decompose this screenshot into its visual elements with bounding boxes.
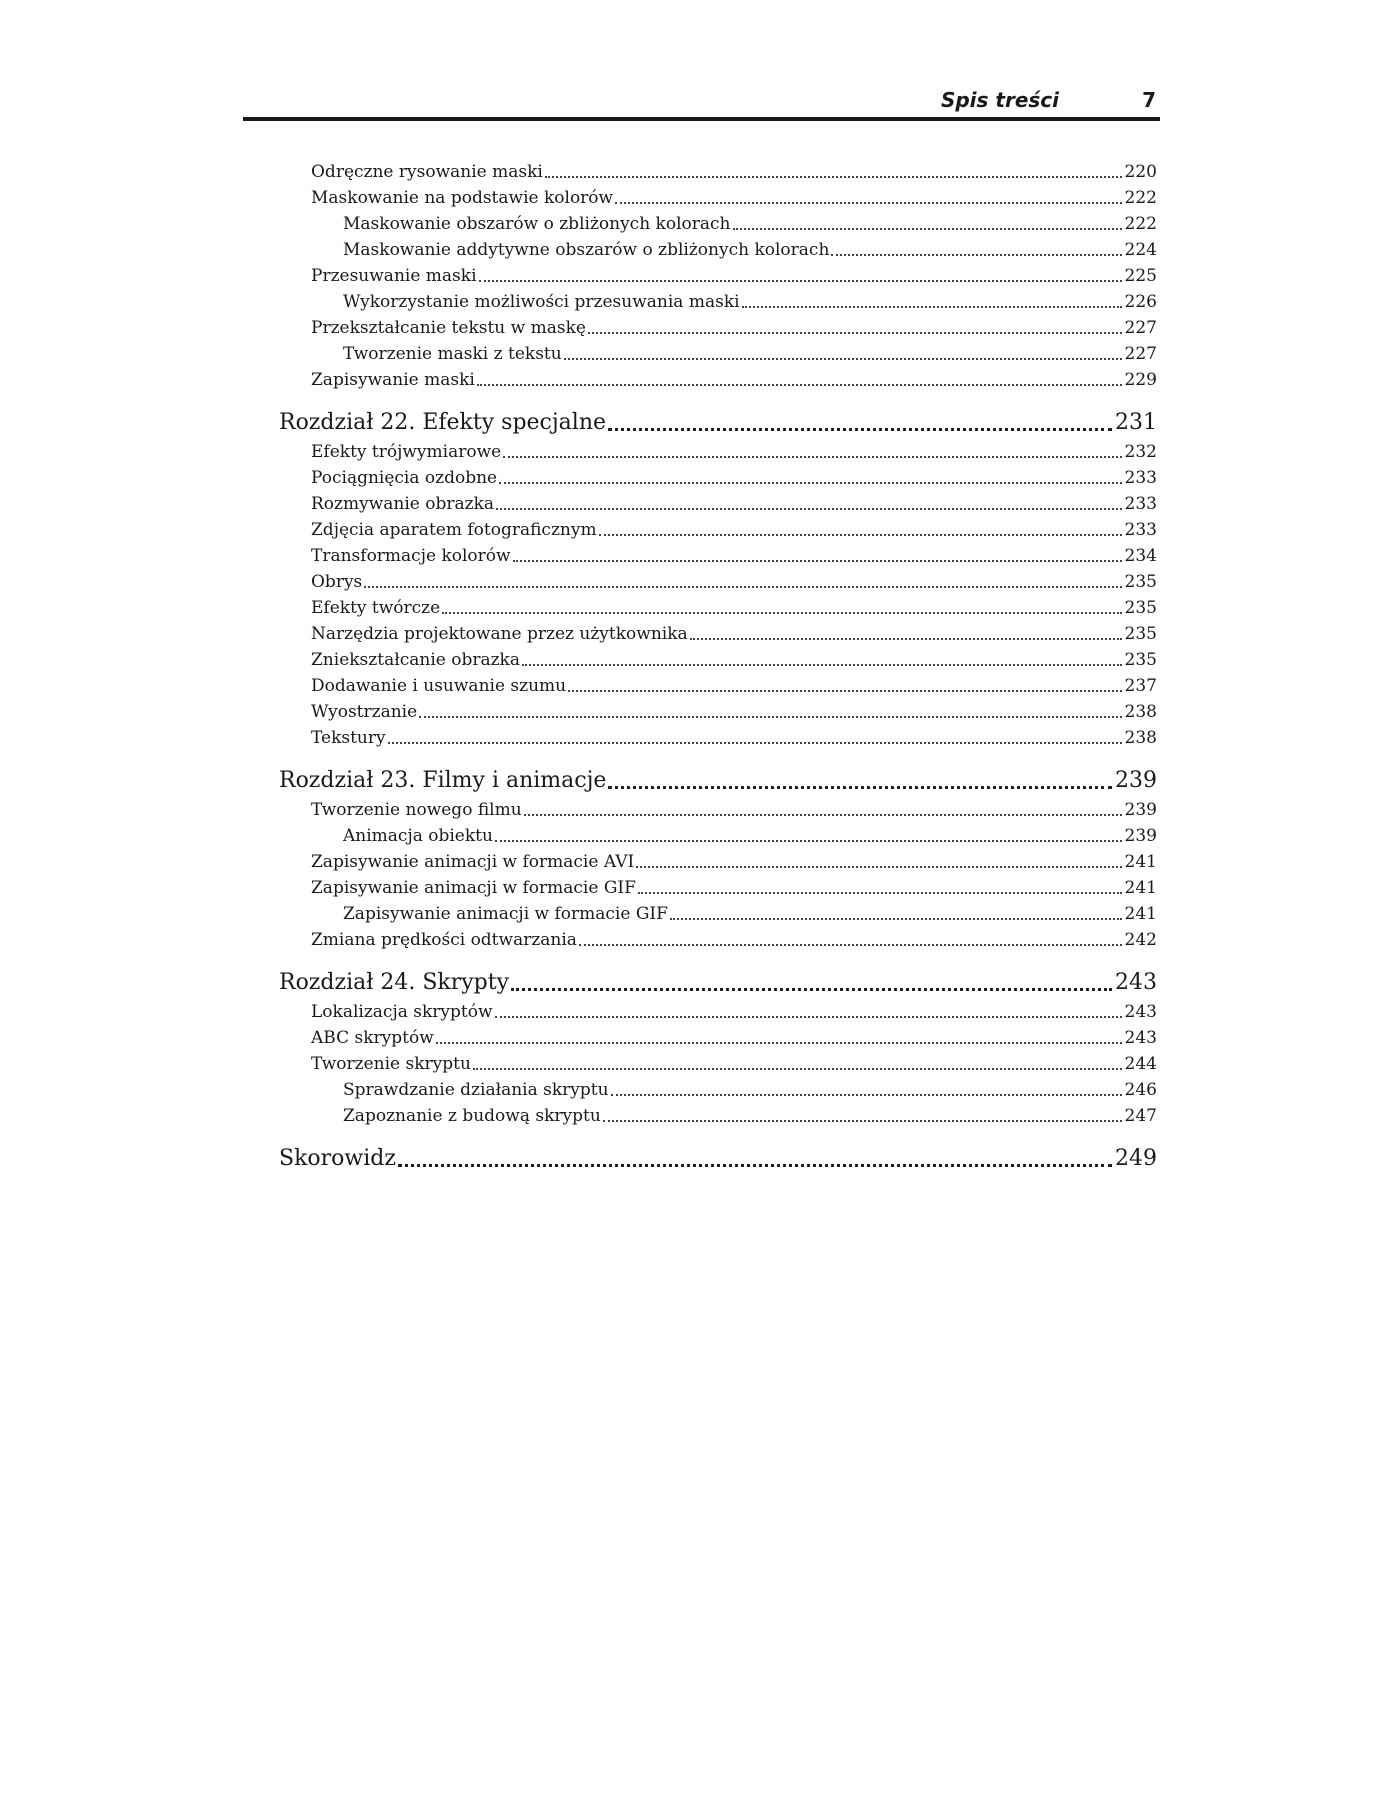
toc-entry-page-number: 247 [1124, 1106, 1157, 1126]
toc-entry [343, 212, 1157, 236]
toc-entry [311, 1052, 1157, 1076]
toc-entry [311, 316, 1157, 340]
toc-entry [343, 824, 1157, 848]
toc-chapter-entry [279, 1144, 1157, 1174]
toc-entry-title: Maskowanie addytywne obszarów o zbliżonych kolorach [343, 240, 830, 260]
toc-entry [311, 160, 1157, 184]
dot-leader [564, 358, 1122, 360]
toc-entry-title: Zapoznanie z budową skryptu [343, 1106, 601, 1126]
toc-entry-title: Rozdział 22. Efekty specjalne [279, 410, 607, 435]
toc-entry [343, 342, 1157, 366]
toc-entry-page-number: 238 [1124, 702, 1157, 722]
toc-entry [311, 700, 1157, 724]
toc-entry [311, 186, 1157, 210]
toc-entry-page-number: 239 [1124, 800, 1157, 820]
toc-entry [343, 238, 1157, 262]
toc-entry-title: Transformacje kolorów [311, 546, 511, 566]
dot-leader [733, 228, 1122, 230]
toc-entry-page-number: 249 [1115, 1146, 1157, 1171]
toc-entry-title: Maskowanie obszarów o zbliżonych kolorach [343, 214, 731, 234]
toc-entry [311, 850, 1157, 874]
dot-leader [503, 456, 1121, 458]
toc-entry-page-number: 226 [1124, 292, 1157, 312]
toc-entry [311, 648, 1157, 672]
dot-leader [398, 1164, 1112, 1167]
toc-entry-page-number: 222 [1124, 188, 1157, 208]
dot-leader [742, 306, 1122, 308]
toc-entry [311, 798, 1157, 822]
toc-entry [311, 1000, 1157, 1024]
toc-entry-title: Efekty twórcze [311, 598, 441, 618]
dot-leader [670, 918, 1122, 920]
toc-entry [343, 290, 1157, 314]
toc-entry-page-number: 242 [1124, 930, 1157, 950]
toc-entry-title: Lokalizacja skryptów [311, 1002, 493, 1022]
dot-leader [568, 690, 1121, 692]
dot-leader [495, 1016, 1122, 1018]
dot-leader [495, 840, 1122, 842]
dot-leader [615, 202, 1121, 204]
toc-chapter-entry [279, 408, 1157, 438]
toc-entry-page-number: 232 [1124, 442, 1157, 462]
dot-leader [599, 534, 1122, 536]
toc-entry-page-number: 235 [1124, 624, 1157, 644]
toc-entry-title: Rozdział 23. Filmy i animacje [279, 768, 607, 793]
toc-entry-page-number: 231 [1115, 410, 1157, 435]
toc-entry-page-number: 234 [1124, 546, 1157, 566]
dot-leader [496, 508, 1122, 510]
toc-entry-page-number: 224 [1124, 240, 1157, 260]
toc-entry [311, 674, 1157, 698]
dot-leader [545, 176, 1122, 178]
toc-chapter-entry [279, 968, 1157, 998]
dot-leader [831, 254, 1121, 256]
dot-leader [636, 866, 1121, 868]
toc-entry-title: Zapisywanie animacji w formacie AVI [311, 852, 635, 872]
toc-entry-page-number: 241 [1124, 852, 1157, 872]
dot-leader [364, 586, 1121, 588]
toc-entry-title: Tworzenie skryptu [311, 1054, 471, 1074]
dot-leader [522, 664, 1122, 666]
toc-entry-title: Zniekształcanie obrazka [311, 650, 520, 670]
toc-entry [311, 876, 1157, 900]
toc-entry-page-number: 244 [1124, 1054, 1157, 1074]
toc-entry [311, 518, 1157, 542]
toc-entry [311, 492, 1157, 516]
toc-entry-title: Przekształcanie tekstu w maskę [311, 318, 586, 338]
dot-leader [611, 1094, 1122, 1096]
toc-entry-page-number: 235 [1124, 572, 1157, 592]
dot-leader [638, 892, 1122, 894]
dot-leader [479, 280, 1122, 282]
toc-entry-title: Tworzenie maski z tekstu [343, 344, 562, 364]
toc-entry-page-number: 246 [1124, 1080, 1157, 1100]
toc-entry [311, 368, 1157, 392]
toc-entry-page-number: 233 [1124, 520, 1157, 540]
toc-entry-title: Maskowanie na podstawie kolorów [311, 188, 614, 208]
dot-leader [608, 428, 1112, 431]
toc-entry-title: Skorowidz [279, 1146, 396, 1171]
toc-entry-title: Narzędzia projektowane przez użytkownika [311, 624, 688, 644]
toc-entry [311, 544, 1157, 568]
toc-chapter-entry [279, 766, 1157, 796]
toc-entry-page-number: 227 [1124, 318, 1157, 338]
dot-leader [419, 716, 1121, 718]
dot-leader [513, 560, 1122, 562]
dot-leader [436, 1042, 1122, 1044]
toc-entry [311, 928, 1157, 952]
toc-entry-title: Animacja obiektu [343, 826, 493, 846]
toc-entry-page-number: 225 [1124, 266, 1157, 286]
dot-leader [603, 1120, 1122, 1122]
toc-entry-page-number: 243 [1124, 1002, 1157, 1022]
toc-entry-page-number: 238 [1124, 728, 1157, 748]
toc-entry-page-number: 239 [1115, 768, 1157, 793]
toc-entry-title: ABC skryptów [311, 1028, 434, 1048]
toc-entry-title: Wyostrzanie [311, 702, 418, 722]
dot-leader [511, 988, 1112, 991]
toc-entry-page-number: 237 [1124, 676, 1157, 696]
toc-entry-title: Zmiana prędkości odtwarzania [311, 930, 577, 950]
toc-entry [343, 902, 1157, 926]
toc-entry-title: Obrys [311, 572, 363, 592]
dot-leader [579, 944, 1122, 946]
running-header-title: Spis treści [940, 88, 1059, 112]
toc-entry [311, 440, 1157, 464]
toc-entry-page-number: 239 [1124, 826, 1157, 846]
toc-entry-page-number: 235 [1124, 598, 1157, 618]
toc-entry [311, 264, 1157, 288]
toc-entry-title: Dodawanie i usuwanie szumu [311, 676, 567, 696]
dot-leader [388, 742, 1122, 744]
toc-entry-title: Sprawdzanie działania skryptu [343, 1080, 609, 1100]
toc-entry-page-number: 241 [1124, 878, 1157, 898]
toc-entry-title: Efekty trójwymiarowe [311, 442, 502, 462]
toc-entry-title: Pociągnięcia ozdobne [311, 468, 498, 488]
dot-leader [588, 332, 1122, 334]
toc-entry-page-number: 220 [1124, 162, 1157, 182]
toc-entry [343, 1104, 1157, 1128]
toc-entry [311, 1026, 1157, 1050]
dot-leader [499, 482, 1121, 484]
toc-entry [311, 466, 1157, 490]
toc-entry-title: Zapisywanie animacji w formacie GIF [311, 878, 636, 898]
toc-entry-page-number: 229 [1124, 370, 1157, 390]
toc-entry-page-number: 222 [1124, 214, 1157, 234]
dot-leader [473, 1068, 1122, 1070]
toc-entry [311, 570, 1157, 594]
toc-entry-title: Przesuwanie maski [311, 266, 477, 286]
dot-leader [442, 612, 1121, 614]
dot-leader [690, 638, 1122, 640]
toc-entry-title: Zapisywanie animacji w formacie GIF [343, 904, 668, 924]
toc-entry-page-number: 243 [1124, 1028, 1157, 1048]
toc-entry-page-number: 241 [1124, 904, 1157, 924]
toc-entry-title: Odręczne rysowanie maski [311, 162, 543, 182]
toc-entry [311, 726, 1157, 750]
toc-entry-title: Tworzenie nowego filmu [311, 800, 522, 820]
toc-entry-page-number: 233 [1124, 494, 1157, 514]
toc-entry-page-number: 243 [1115, 970, 1157, 995]
toc-entry-title: Wykorzystanie możliwości przesuwania maski [343, 292, 740, 312]
toc-entry-page-number: 233 [1124, 468, 1157, 488]
toc-entry [343, 1078, 1157, 1102]
toc-entry-title: Rozmywanie obrazka [311, 494, 495, 514]
toc-entry-page-number: 227 [1124, 344, 1157, 364]
toc-entry [311, 622, 1157, 646]
dot-leader [524, 814, 1122, 816]
toc-entry-title: Rozdział 24. Skrypty [279, 970, 510, 995]
toc-entry-page-number: 235 [1124, 650, 1157, 670]
toc-entry-title: Zapisywanie maski [311, 370, 475, 390]
dot-leader [477, 384, 1122, 386]
toc-entry [311, 596, 1157, 620]
dot-leader [608, 786, 1112, 789]
running-header-page-number: 7 [1142, 88, 1156, 112]
toc-entry-title: Zdjęcia aparatem fotograficznym [311, 520, 597, 540]
toc-entry-title: Tekstury [311, 728, 386, 748]
